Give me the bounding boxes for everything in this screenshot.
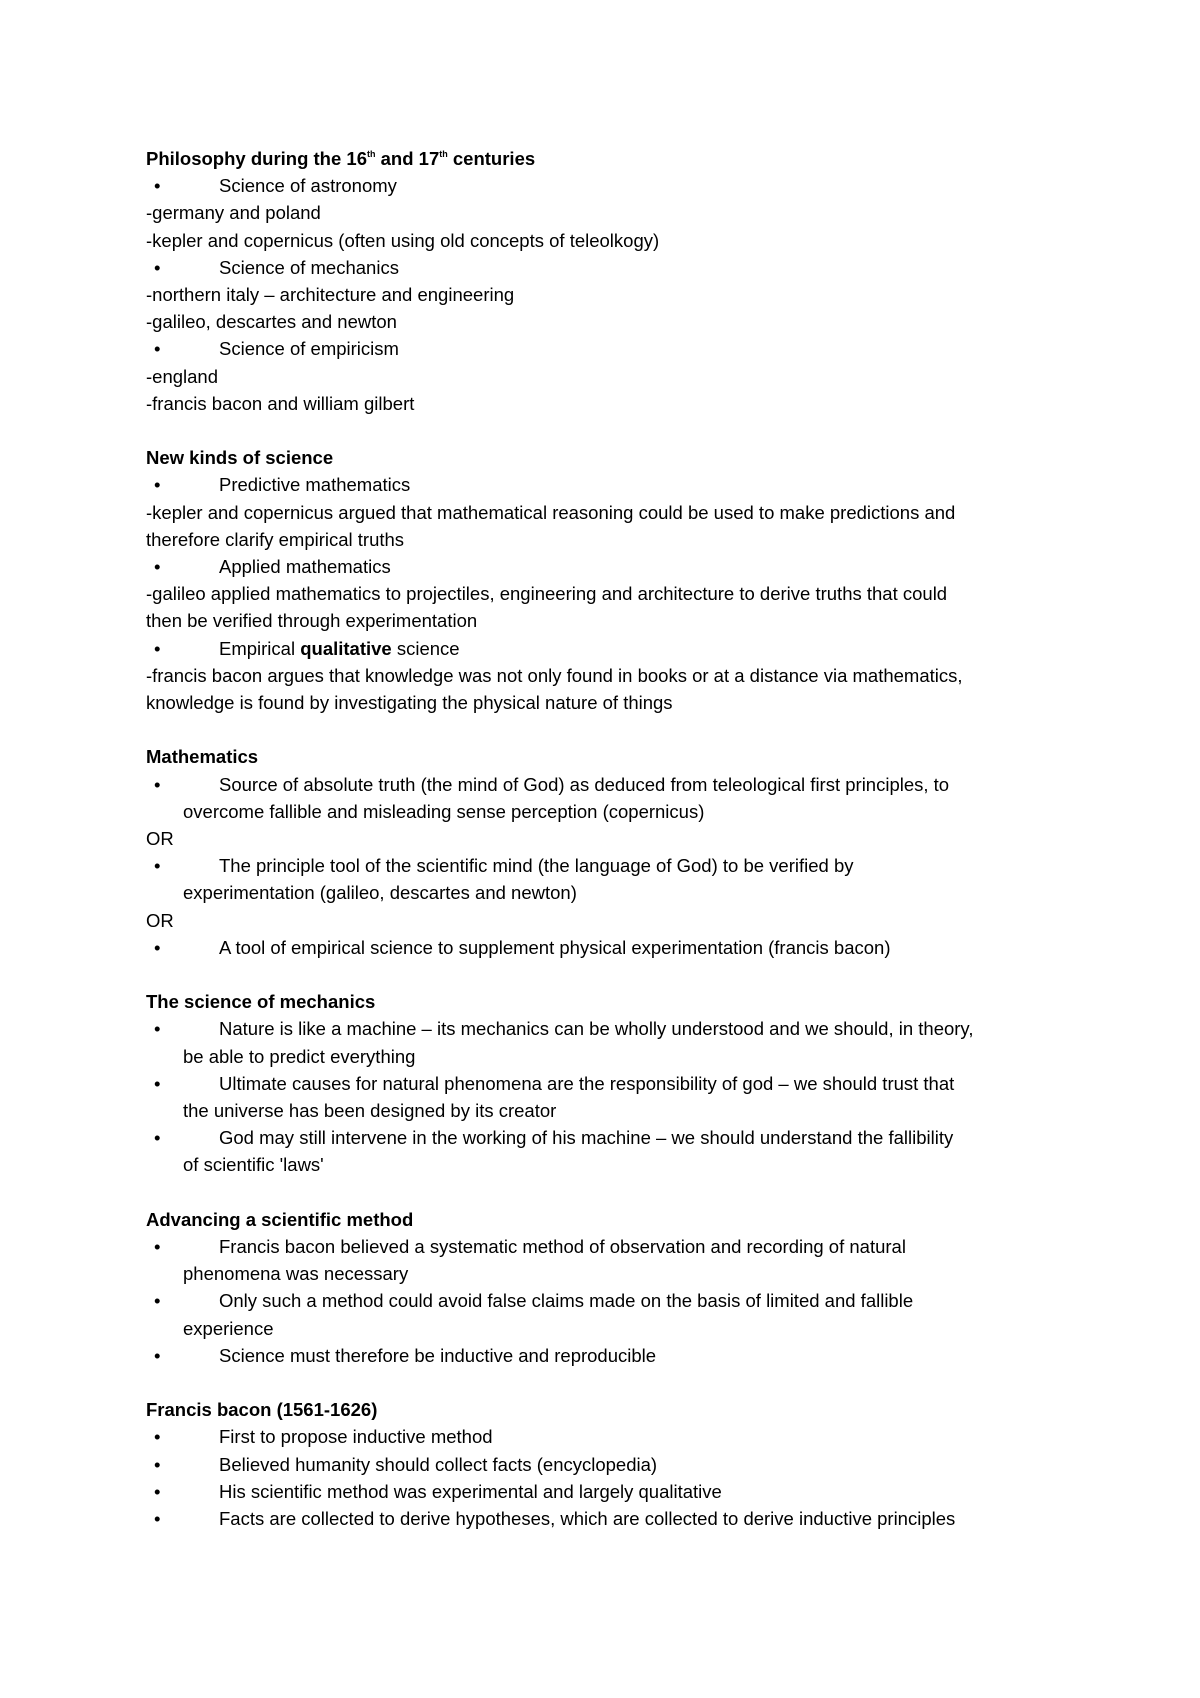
bullet-text: Francis bacon believed a systematic method of observation and recording of natural [219,1236,906,1258]
bullet-icon: • [154,1508,161,1530]
bullet-icon: • [154,1426,161,1448]
paragraph-spacer [146,961,1076,988]
bullet-text: Science must therefore be inductive and reproducible [219,1344,657,1366]
bullet-text-continued: experience [183,1317,274,1339]
bullet-text: Believed humanity should collect facts (encyclopedia) [219,1453,658,1475]
bullet-item [146,1233,1076,1287]
bullet-text: The principle tool of the scientific mind (the language of God) to be verified by [219,855,854,877]
text-line: -germany and poland [146,202,321,224]
bullet-text-continued: phenomena was necessary [183,1263,409,1285]
bullet-item [146,1423,1076,1450]
bullet-item [146,1451,1076,1478]
bullet-text: A tool of empirical science to supplement physical experimentation (francis bacon) [219,936,891,958]
bullet-icon: • [154,1018,161,1040]
bullet-text: Applied mathematics [219,556,391,578]
bullet-icon: • [154,855,161,877]
paragraph-spacer [146,417,1076,444]
text-line: therefore clarify empirical truths [146,528,405,550]
or-label: OR [146,909,174,931]
bullet-item [146,1124,1076,1178]
text-line: -galileo, descartes and newton [146,311,397,333]
bullet-icon: • [154,175,161,197]
text-line: -galileo applied mathematics to projectiles, engineering and architecture to derive truths that could [146,583,948,605]
bullet-text: Facts are collected to derive hypotheses, which are collected to derive inductive principles [219,1508,956,1530]
bullet-text: Science of empiricism [219,338,399,360]
text-line: -kepler and copernicus argued that mathematical reasoning could be used to make predictions and [146,501,956,523]
bullet-text: Predictive mathematics [219,474,411,496]
bullet-item [146,471,1076,498]
text-line: then be verified through experimentation [146,610,478,632]
bullet-text: Ultimate causes for natural phenomena are the responsibility of god – we should trust that [219,1072,955,1094]
bullet-item [146,172,1076,199]
bullet-text-continued: overcome fallible and misleading sense perception (copernicus) [183,800,705,822]
bullet-text: Only such a method could avoid false claims made on the basis of limited and fallible [219,1290,914,1312]
bullet-icon: • [154,1236,161,1258]
bullet-item [146,254,1076,281]
bullet-item [146,1505,1076,1532]
text-line: -northern italy – architecture and engineering [146,284,515,306]
bullet-text: Nature is like a machine – its mechanics can be wholly understood and we should, in theory, [219,1018,974,1040]
text-line: knowledge is found by investigating the physical nature of things [146,692,673,714]
bullet-text-continued: be able to predict everything [183,1045,416,1067]
bullet-item [146,635,1076,662]
bullet-text-continued: of scientific 'laws' [183,1154,324,1176]
bullet-icon: • [154,1480,161,1502]
superscript: th [439,149,448,159]
bullet-icon: • [154,936,161,958]
paragraph-spacer [146,716,1076,743]
bullet-item [146,1070,1076,1124]
heading-text: centuries [447,148,536,169]
bold-text: qualitative [300,637,392,659]
bullet-text-continued: the universe has been designed by its creator [183,1100,557,1122]
bullet-text: His scientific method was experimental and largely qualitative [219,1480,722,1502]
document-body [146,145,1076,1532]
superscript: th [367,149,376,159]
bullet-text: First to propose inductive method [219,1426,493,1448]
bullet-icon: • [154,1453,161,1475]
heading-text: and 17 [375,148,440,169]
paragraph-spacer [146,1369,1076,1396]
bullet-icon: • [154,637,161,659]
paragraph-spacer [146,1179,1076,1206]
bullet-item [146,553,1076,580]
section-heading: New kinds of science [146,447,334,469]
text-line: -kepler and copernicus (often using old concepts of teleolkogy) [146,229,660,251]
section-heading: The science of mechanics [146,991,376,1013]
bullet-item [146,335,1076,362]
bullet-icon: • [154,1290,161,1312]
text-line: -england [146,365,219,387]
bullet-text: Science of astronomy [219,175,397,197]
section-heading: Advancing a scientific method [146,1208,414,1230]
section-heading: Francis bacon (1561-1626) [146,1399,378,1421]
bullet-text: Empirical [219,637,301,659]
bullet-item [146,1015,1076,1069]
bullet-item [146,1342,1076,1369]
bullet-icon: • [154,338,161,360]
bullet-icon: • [154,1344,161,1366]
bullet-item [146,852,1076,906]
text-line: -francis bacon and william gilbert [146,392,415,414]
bullet-item [146,1478,1076,1505]
bullet-icon: • [154,773,161,795]
bullet-text: Source of absolute truth (the mind of God) as deduced from teleological first principles, to [219,773,950,795]
bullet-text: science [391,637,460,659]
section-heading: Mathematics [146,746,259,768]
bullet-item [146,771,1076,825]
text-line: -francis bacon argues that knowledge was not only found in books or at a distance via mathematics, [146,664,963,686]
section-heading [146,145,1076,172]
bullet-icon: • [154,474,161,496]
bullet-text-continued: experimentation (galileo, descartes and newton) [183,882,577,904]
bullet-item [146,1287,1076,1341]
bullet-text: God may still intervene in the working of his machine – we should understand the fallibility [219,1127,954,1149]
heading-text: Philosophy during the 16 [146,148,367,169]
or-label: OR [146,828,174,850]
bullet-icon: • [154,256,161,278]
bullet-icon: • [154,1072,161,1094]
bullet-text: Science of mechanics [219,256,399,278]
bullet-item [146,934,1076,961]
bullet-icon: • [154,1127,161,1149]
bullet-icon: • [154,556,161,578]
